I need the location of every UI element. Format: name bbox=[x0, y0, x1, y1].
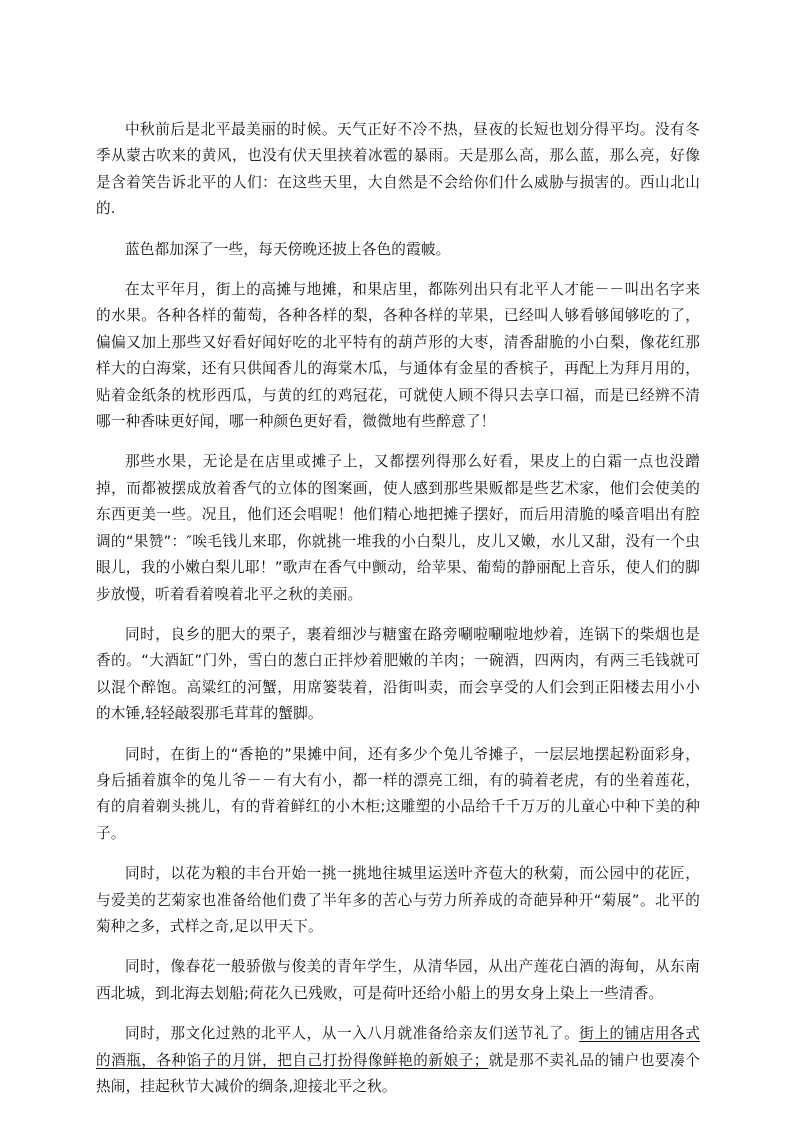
paragraph-2: 蓝色都加深了一些，每天傍晚还披上各色的霞帔。 bbox=[125, 240, 451, 258]
document-body bbox=[96, 117, 700, 1114]
paragraph-5: 同时，良乡的肥大的栗子，裹着细沙与糖蜜在路旁唰啦唰啦地炒着，连锅下的柴烟也是香的。“大酒缸”门外，雪白的葱白正拌炒着肥嫩的羊肉；一碗酒，四两肉，有两三毛钱就可以混个醉饱。高粱红的河蟹，用席篓装着，沿街叫卖，而会享受的人们会到正阳楼去用小小的木锤,轻轻敲裂那毛茸茸的蟹脚。 bbox=[96, 625, 700, 723]
paragraph-7: 同时，以花为粮的丰台开始一挑一挑地往城里运送叶齐苞大的秋菊，而公园中的花匠，与爱美的艺菊家也准备给他们费了半年多的苦心与劳力所养成的奇葩异种开“菊展”。北平的菊种之多，式样之奇,足以甲天下。 bbox=[96, 865, 700, 935]
paragraph-4: 那些水果，无论是在店里或摊子上，又都摆列得那么好看，果皮上的白霜一点也没蹭掉，而都被摆成放着香气的立体的图案画，使人感到那些果贩都是些艺术家，他们会使美的东西更美一些。况且，他们还会唱呢！他们精心地把摊子摆好，而后用清脆的嗓音唱出有腔调的“果赞”：″唉毛钱儿来耶，你就挑一堆我的小白梨儿，皮儿又嫩，水儿又甜，没有一个虫眼儿，我的小嫩白梨儿耶！”歌声在香气中颤动，给苹果、葡萄的静丽配上音乐，使人们的脚步放慢，听着看着嗅着北平之秋的美丽。 bbox=[96, 453, 700, 603]
paragraph-9-lead: 同时，那文化过熟的北平人，从一入八月就准备给亲友们送节礼了。 bbox=[125, 1025, 580, 1043]
paragraph-1: 中秋前后是北平最美丽的时候。天气正好不冷不热，昼夜的长短也划分得平均。没有冬季从蒙古吹来的黄风，也没有伏天里挟着冰雹的暴雨。天是那么高，那么蓝，那么亮，好像是含着笑告诉北平的人们：在这些天里，大自然是不会给你们什么威胁与损害的。西山北山的. bbox=[96, 121, 700, 218]
paragraph-3: 在太平年月，街上的高摊与地摊，和果店里，都陈列出只有北平人才能－－叫出名字来的水果。各种各样的葡萄，各种各样的梨，各种各样的苹果，已经叫人够看够闻够吃的了，偏偏又加上那些又好看好闻好吃的北平特有的葫芦形的大枣，清香甜脆的小白梨，像花红那样大的白海棠，还有只供闻香儿的海棠木瓜，与通体有金星的香槟子，再配上为拜月用的，贴着金纸条的枕形西瓜，与黄的红的鸡冠花，可就使人顾不得只去享口福，而是已经辨不清哪一种香味更好闻，哪一种颜色更好看，微微地有些醉意了！ bbox=[96, 281, 700, 431]
paragraph-9-tail: 就是那不卖礼品的铺户也要凑个热闹，挂起秋节大减价的绸条,迎接北平之秋。 bbox=[96, 1051, 700, 1095]
paragraph-9 bbox=[96, 1021, 700, 1100]
paragraph-6: 同时，在街上的“香艳的”果摊中间，还有多少个兔儿爷摊子，一层层地摆起粉面彩身，身后插着旗伞的兔儿爷－－有大有小，都一样的漂亮工细，有的骑着老虎，有的坐着莲花，有的肩着剃头挑儿，有的背着鲜红的小木柜;这雕塑的小品给千千万万的儿童心中种下美的种子。 bbox=[96, 745, 700, 842]
paragraph-8: 同时，像春花一般骄傲与俊美的青年学生，从清华园，从出产莲花白酒的海甸，从东南西北城，到北海去划船;荷花久已残败，可是荷叶还给小船上的男女身上染上一些清香。 bbox=[96, 958, 700, 1002]
underlined-sentence: 街上的铺店用各式的酒瓶，各种馅子的月饼，把自己打扮得像鲜艳的新娘子； bbox=[96, 1025, 700, 1069]
